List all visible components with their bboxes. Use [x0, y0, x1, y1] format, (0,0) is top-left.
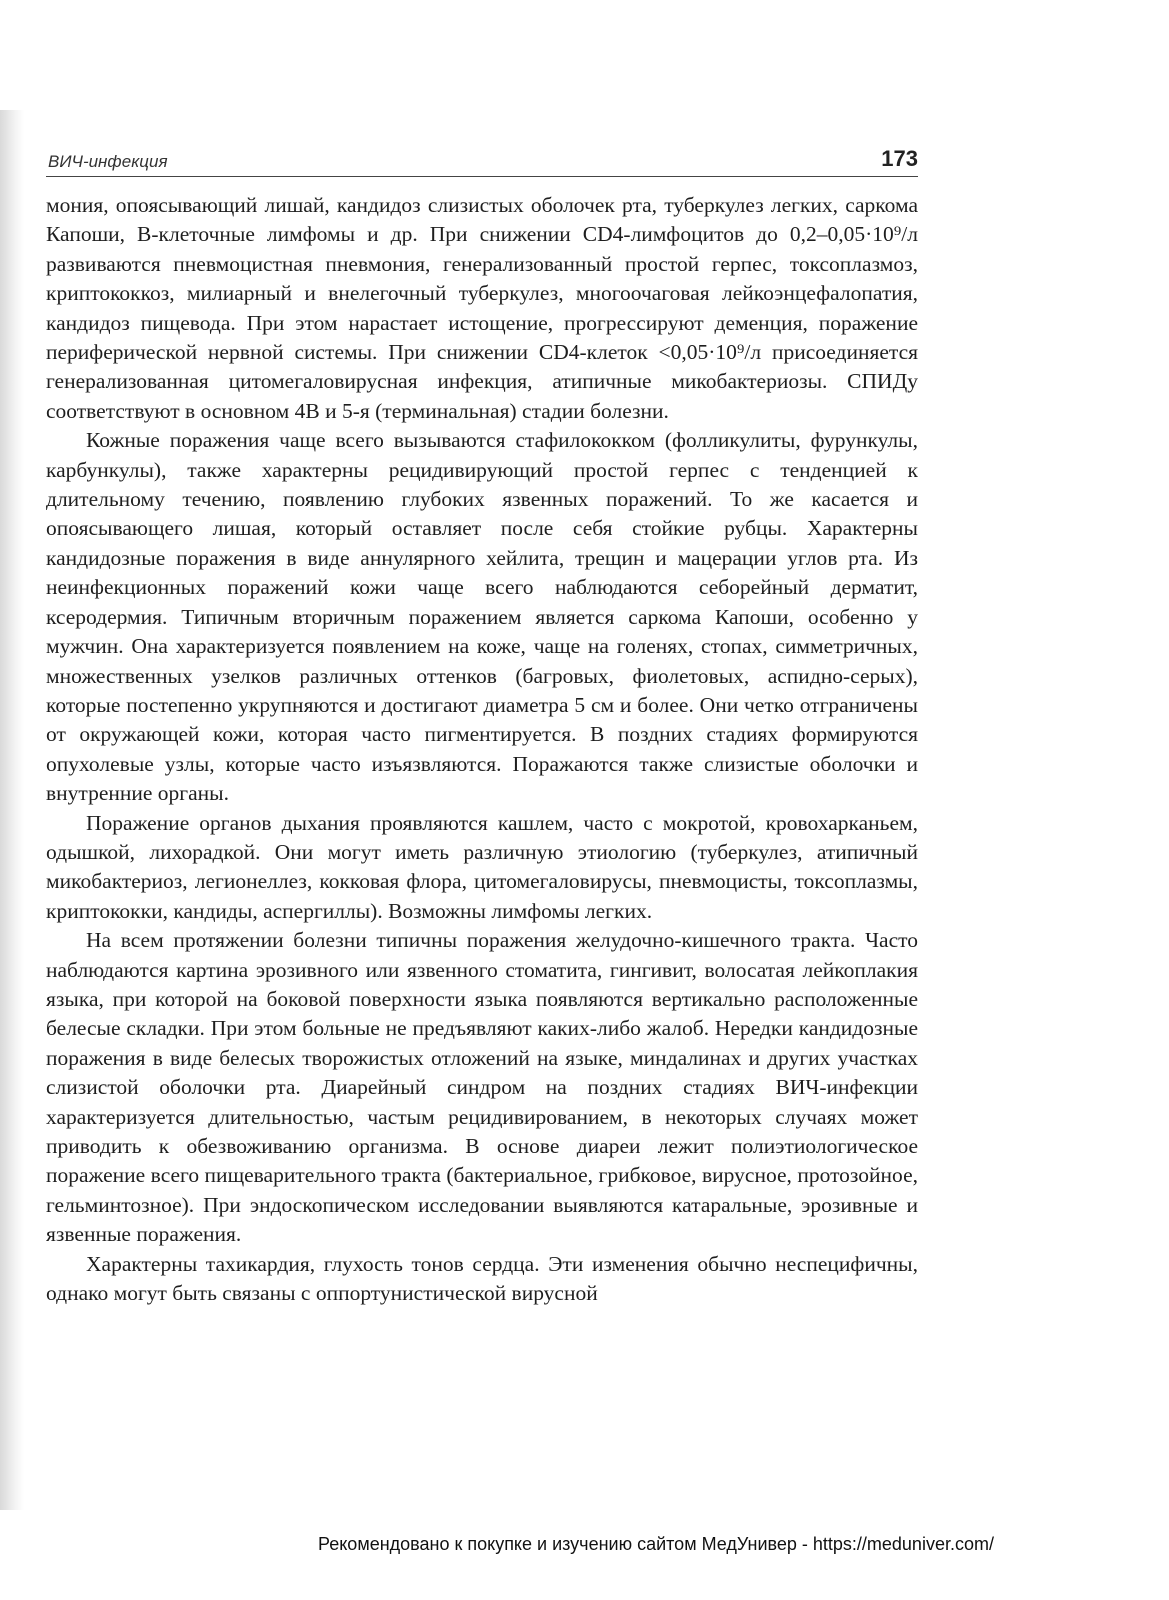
- running-title: ВИЧ-инфекция: [48, 152, 168, 171]
- paragraph-skin-lesions: Кожные поражения чаще всего вызываются стафилококком (фолликулиты, фурункулы, карбункулы), также характерны рецидивирующий простой герпес с тенденцией к длительному течению, появлению глубоких язвенных поражений. То же касается и опоясывающего лишая, который оставляет после себя стойкие рубцы. Характерны кандидозные поражения в виде аннулярного хейлита, трещин и мацерации углов рта. Из неинфекционных поражений кожи чаще всего наблюдаются себорейный дерматит, ксеродермия. Типичным вторичным поражением является саркома Капоши, особенно у мужчин. Она характеризуется появлением на коже, чаще на голенях, стопах, симметричных, множественных узелков различных оттенков (багровых, фиолетовых, аспидно-серых), которые постепенно укрупняются и достигают диаметра 5 см и более. Они четко отграничены от окружающей кожи, которая часто пигментируется. В поздних стадиях формируются опухолевые узлы, которые часто изъязвляются. Поражаются также слизистые оболочки и внутренние органы.: [46, 428, 918, 806]
- paragraph-gastrointestinal: На всем протяжении болезни типичны поражения желудочно-кишечного тракта. Часто наблюдаются картина эрозивного или язвенного стоматита, гингивит, волосатая лейкоплакия языка, при которой на боковой поверхности языка появляются вертикально расположенные белесые складки. При этом больные не предъявляют каких-либо жалоб. Нередки кандидозные поражения в виде белесых творожистых отложений на языке, миндалинах и других участках слизистой оболочки рта. Диарейный синдром на поздних стадиях ВИЧ-инфекции характеризуется длительностью, частым рецидивированием, в некоторых случаях может приводить к обезвоживанию организма. В основе диареи лежит полиэтиологическое поражение всего пищеварительного тракта (бактериальное, грибковое, вирусное, протозойное, гельминтозное). При эндоскопическом исследовании выявляются катаральные, эрозивные и язвенные поражения.: [46, 928, 918, 1247]
- book-page: [46, 140, 918, 1308]
- paragraph-continuation: мония, опоясывающий лишай, кандидоз слизистых оболочек рта, туберкулез легких, саркома Капоши, В-клеточные лимфомы и др. При снижении CD4-лимфоцитов до 0,2–0,05·10⁹/л развиваются пневмоцистная пневмония, генерализованный простой герпес, токсоплазмоз, криптококкоз, милиарный и внелегочный туберкулез, многоочаговая лейкоэнцефалопатия, кандидоз пищевода. При этом нарастает истощение, прогрессируют деменция, поражение периферической нервной системы. При снижении CD4-клеток <0,05·10⁹/л присоединяется генерализованная цитомегаловирусная инфекция, атипичные микобактериозы. СПИДу соответствуют в основном 4В и 5-я (терминальная) стадии болезни.: [46, 193, 918, 423]
- body-text: [46, 191, 918, 1308]
- scan-edge-shadow: [0, 110, 24, 1510]
- running-header: [46, 140, 918, 177]
- footer-recommendation: Рекомендовано к покупке и изучению сайтом МедУнивер - https://meduniver.com/: [318, 1534, 994, 1554]
- page-number: 173: [881, 146, 918, 171]
- paragraph-respiratory: Поражение органов дыхания проявляются кашлем, часто с мокротой, кровохарканьем, одышкой, лихорадкой. Они могут иметь различную этиологию (туберкулез, атипичный микобактериоз, легионеллез, кокковая флора, цитомегаловирусы, пневмоцисты, токсоплазмы, криптококки, кандиды, аспергиллы). Возможны лимфомы легких.: [46, 810, 918, 923]
- paragraph-cardiac: Характерны тахикардия, глухость тонов сердца. Эти изменения обычно неспецифичны, однако могут быть связаны с оппортунистической вирусной: [46, 1251, 918, 1306]
